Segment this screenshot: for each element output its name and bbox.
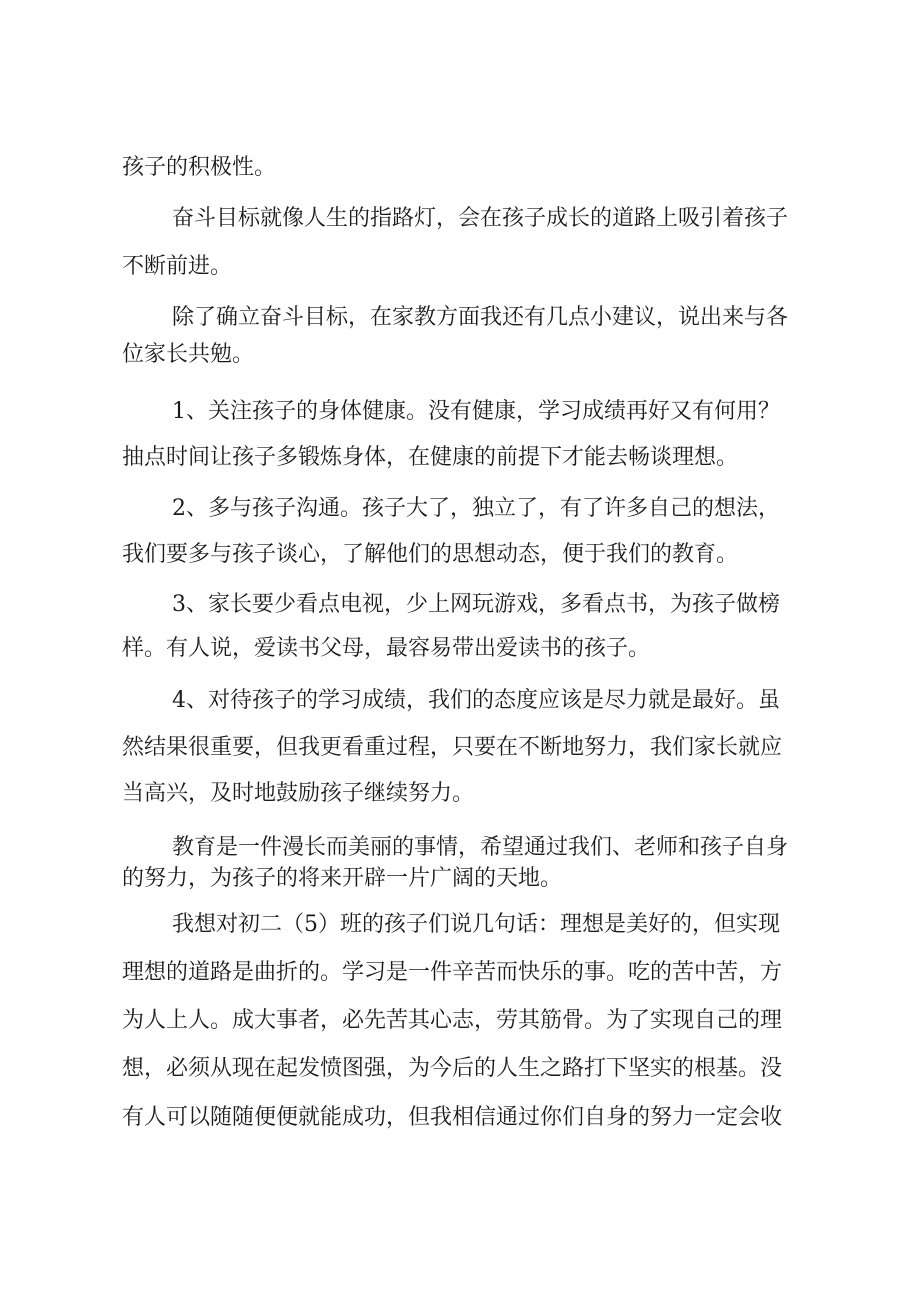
text-line: 1、关注孩子的身体健康。没有健康，学习成绩再好又有何用？: [172, 399, 780, 424]
text-line: 3、家长要少看点电视，少上网玩游戏，多看点书，为孩子做榜: [172, 592, 780, 617]
text-line: 教育是一件漫长而美丽的事情，希望通过我们、老师和孩子自身: [172, 835, 789, 860]
text-line: 除了确立奋斗目标，在家教方面我还有几点小建议，说出来与各: [172, 305, 789, 330]
text-line: 的努力，为孩子的将来开辟一片广阔的天地。: [122, 866, 563, 891]
text-line: 不断前进。: [122, 254, 233, 279]
text-line: 我们要多与孩子谈心，了解他们的思想动态，便于我们的教育。: [122, 542, 739, 567]
text-line: 奋斗目标就像人生的指路灯，会在孩子成长的道路上吸引着孩子: [172, 206, 789, 231]
text-line: 有人可以随随便便就能成功，但我相信通过你们自身的努力一定会收: [122, 1105, 783, 1130]
text-line: 当高兴，及时地鼓励孩子继续努力。: [122, 781, 475, 806]
text-line: 想，必须从现在起发愤图强，为今后的人生之路打下坚实的根基。没: [122, 1056, 783, 1081]
text-line: 孩子的积极性。: [122, 155, 277, 180]
text-line: 我想对初二（5）班的孩子们说几句话：理想是美好的，但实现: [172, 912, 780, 937]
text-line: 4、对待孩子的学习成绩，我们的态度应该是尽力就是最好。虽: [172, 688, 780, 713]
text-line: 抽点时间让孩子多锻炼身体，在健康的前提下才能去畅谈理想。: [122, 445, 739, 470]
text-line: 样。有人说，爱读书父母，最容易带出爱读书的孩子。: [122, 636, 651, 661]
text-line: 2、多与孩子沟通。孩子大了，独立了，有了许多自己的想法，: [172, 496, 780, 521]
text-line: 理想的道路是曲折的。学习是一件辛苦而快乐的事。吃的苦中苦，方: [122, 960, 783, 985]
text-line: 然结果很重要，但我更看重过程，只要在不断地努力，我们家长就应: [122, 735, 783, 760]
text-line: 位家长共勉。: [122, 342, 255, 367]
text-line: 为人上人。成大事者，必先苦其心志，劳其筋骨。为了实现自己的理: [122, 1008, 783, 1033]
